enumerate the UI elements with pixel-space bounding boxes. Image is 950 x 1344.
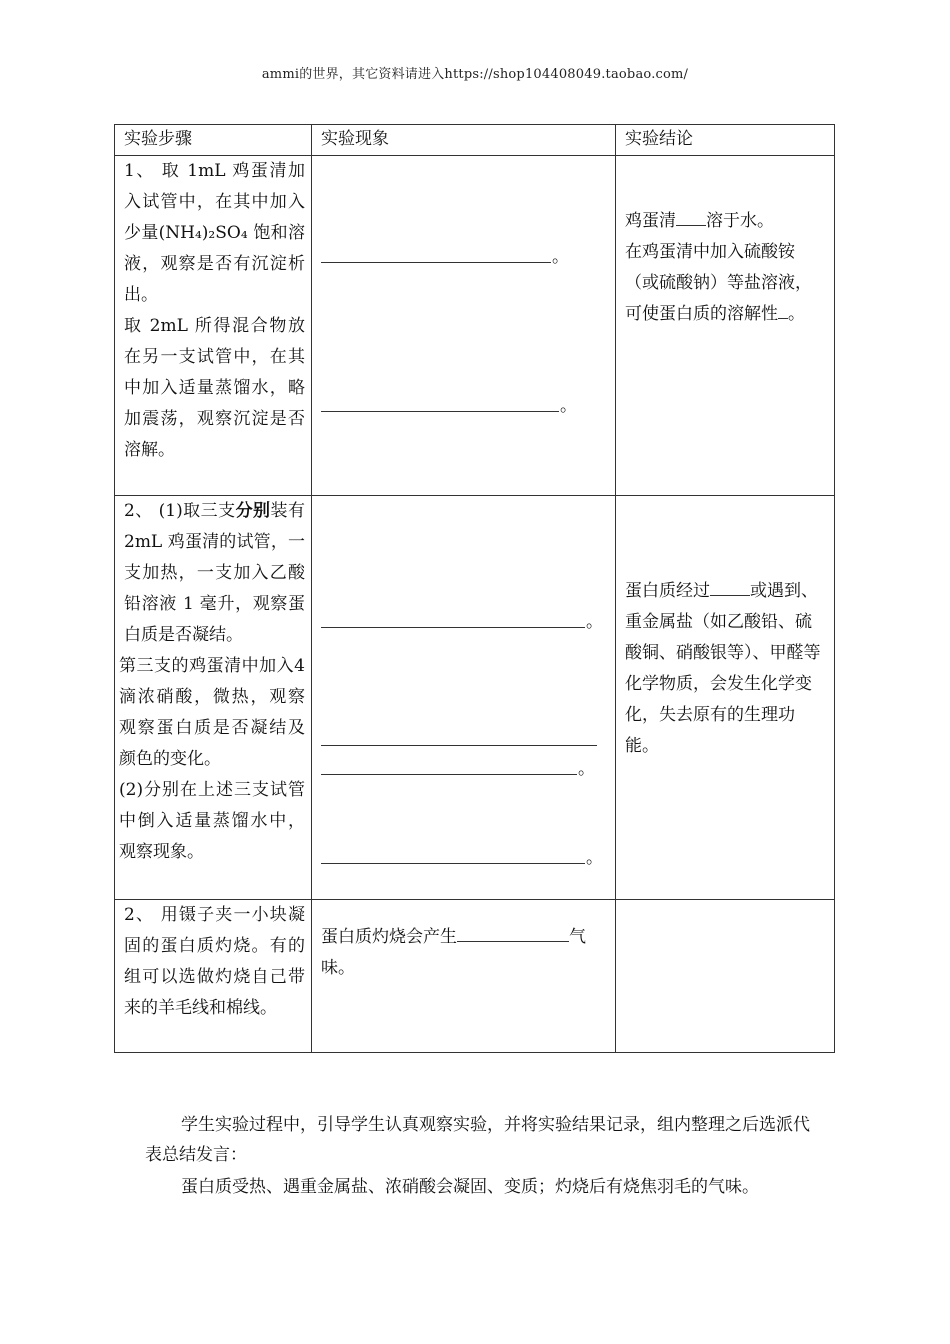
step-cell xyxy=(115,156,312,496)
answer-blank xyxy=(710,577,750,596)
phenomenon-text: 蛋白质灼烧会产生 xyxy=(321,927,457,947)
conclusion-cell xyxy=(616,496,835,900)
period-mark: 。 xyxy=(578,759,595,779)
table-row xyxy=(115,156,835,496)
conclusion-text: 蛋白质经过 xyxy=(625,581,710,601)
answer-blank xyxy=(457,923,569,942)
step-text: 2、 用镊子夹一小块凝固的蛋白质灼烧。有的组可以选做灼烧自己带来的羊毛线和棉线。 xyxy=(124,905,305,1018)
phenomenon-text: 气味。 xyxy=(321,927,586,978)
conclusion-cell xyxy=(616,900,835,1053)
table-row xyxy=(115,496,835,900)
step-text-part: 装有 2mL 鸡蛋清的试管，一支加热，一支加入乙酸铅溶液 1 毫升，观察蛋白质是否凝结。 xyxy=(124,501,305,645)
step-text: (2)分别在上述三支试管中倒入适量蒸馏水中，观察现象。 xyxy=(119,780,305,862)
conclusion-text: 鸡蛋清 xyxy=(625,211,676,231)
phenomenon-cell xyxy=(312,900,616,1053)
step-text xyxy=(119,496,305,651)
answer-blank xyxy=(321,750,577,775)
conclusion-text: 溶于水。 xyxy=(706,211,774,231)
page-header: ammi的世界，其它资料请进入https://shop104408049.taobao.com/ xyxy=(261,67,689,82)
header-conclusion: 实验结论 xyxy=(616,125,835,156)
answer-blank xyxy=(321,603,585,628)
period-mark: 。 xyxy=(552,247,569,267)
answer-blank xyxy=(676,207,706,226)
table-header-row xyxy=(115,125,835,156)
step-text: 取 2mL 所得混合物放在另一支试管中，在其中加入适量蒸馏水，略加震荡，观察沉淀是否溶解。 xyxy=(124,316,305,460)
step-text-part: 2、 (1)取三支 xyxy=(124,501,236,521)
period-mark: 。 xyxy=(586,612,603,632)
phenomenon-cell xyxy=(312,496,616,900)
step-text: 1、 取 1mL 鸡蛋清加入试管中，在其中加入少量(NH₄)₂SO₄ 饱和溶液，观察是否有沉淀析出。 xyxy=(124,161,305,305)
conclusion-text: 或遇到、重金属盐（如乙酸铅、硫酸铜、硝酸银等）、甲醛等化学物质，会发生化学变化，失去原有的生理功能。 xyxy=(625,581,821,756)
answer-blank xyxy=(321,387,559,412)
step-cell xyxy=(115,496,312,900)
conclusion-cell xyxy=(616,156,835,496)
conclusion-text: 在鸡蛋清中加入硫酸铵（或硫酸钠）等盐溶液，可使蛋白质的溶解性 xyxy=(625,242,812,324)
answer-blank xyxy=(321,839,585,864)
step-cell xyxy=(115,900,312,1053)
step-text-bold: 分别 xyxy=(235,501,271,521)
period-mark: 。 xyxy=(560,396,577,416)
header-phenomena: 实验现象 xyxy=(312,125,616,156)
table-row xyxy=(115,900,835,1053)
answer-blank xyxy=(778,300,788,319)
answer-blank xyxy=(321,721,597,746)
header-steps: 实验步骤 xyxy=(115,125,312,156)
period-mark: 。 xyxy=(586,848,603,868)
summary-paragraph: 学生实验过程中，引导学生认真观察实验，并将实验结果记录，组内整理之后选派代表总结发言： xyxy=(145,1115,810,1165)
answer-blank xyxy=(321,238,551,263)
experiment-table xyxy=(114,124,835,1053)
conclusion-text: 。 xyxy=(788,304,805,324)
step-text: 第三支的鸡蛋清中加入4滴浓硝酸，微热，观察观察蛋白质是否凝结及颜色的变化。 xyxy=(119,656,305,769)
phenomenon-cell xyxy=(312,156,616,496)
summary-paragraph: 蛋白质受热、遇重金属盐、浓硝酸会凝固、变质；灼烧后有烧焦羽毛的气味。 xyxy=(181,1177,759,1197)
